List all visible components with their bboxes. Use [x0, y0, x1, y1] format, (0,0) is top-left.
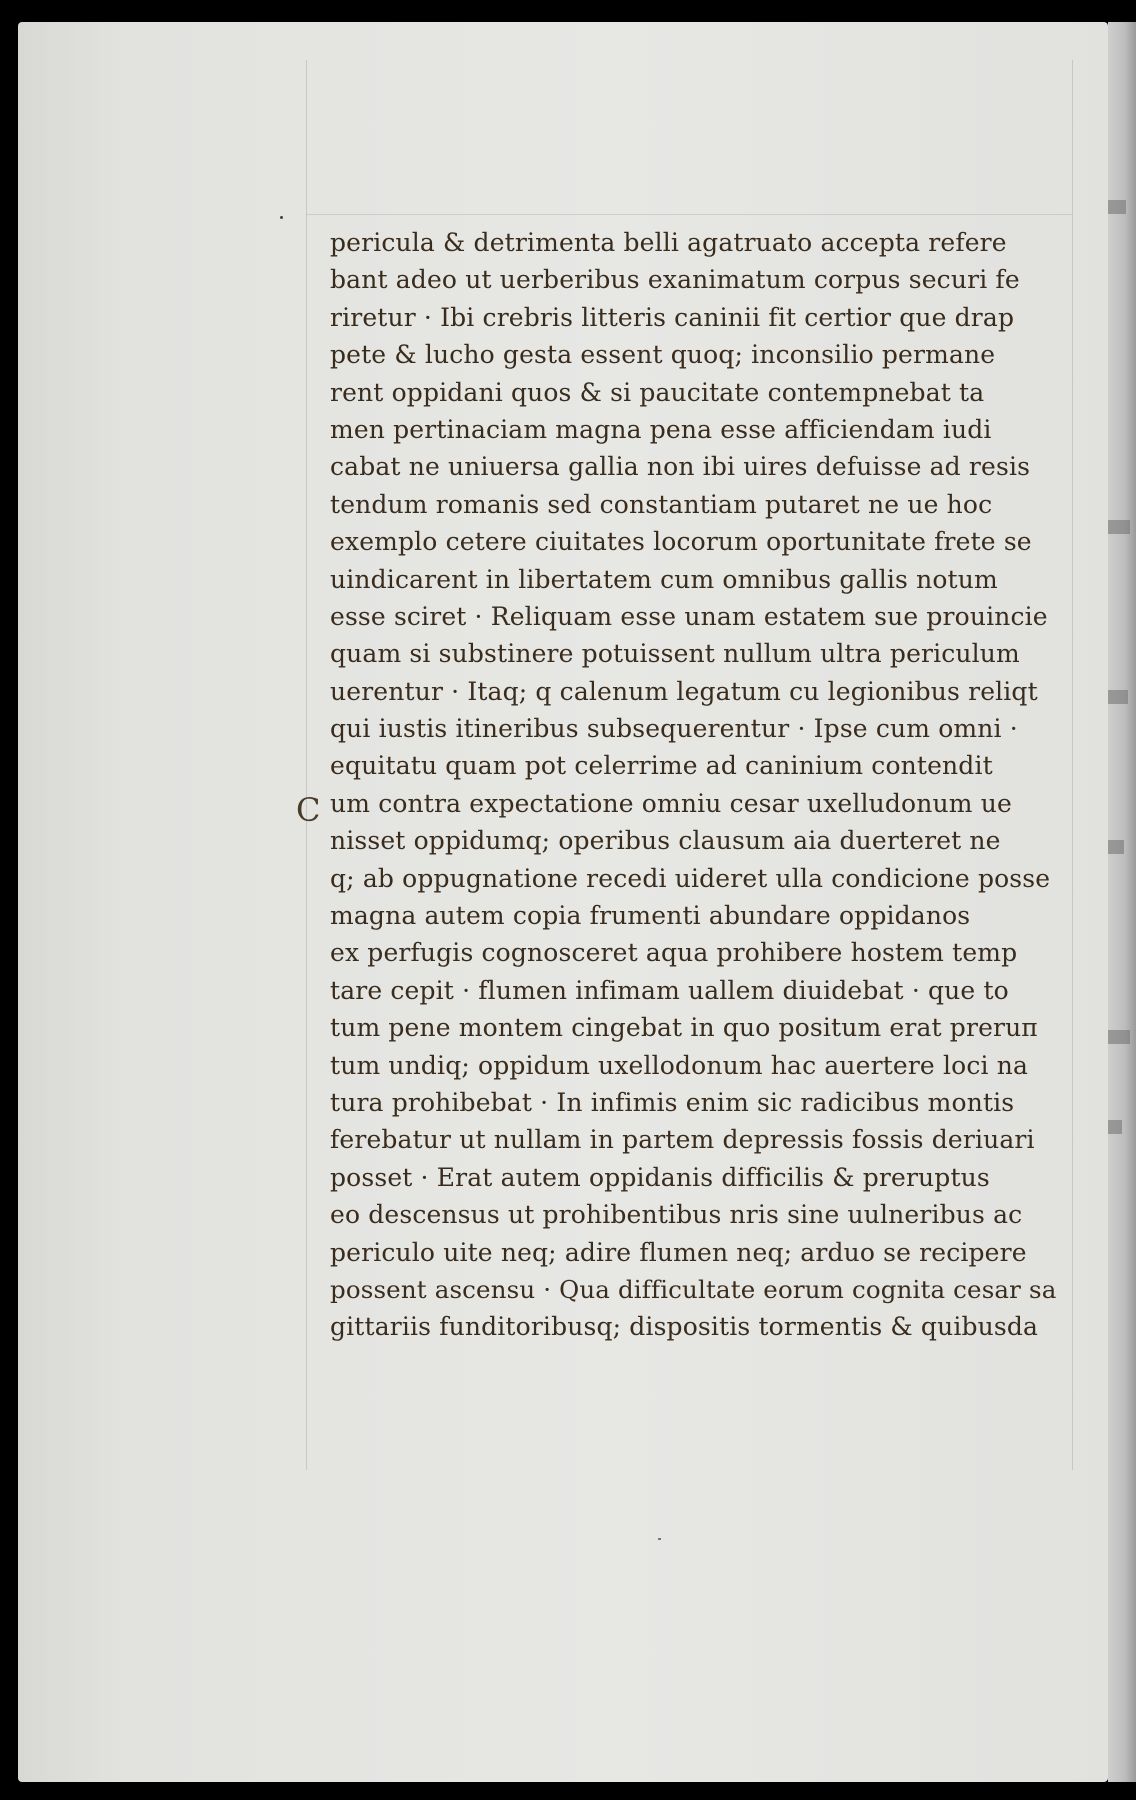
prick-mark: [280, 216, 283, 219]
adjacent-page-edge: [1108, 22, 1136, 1782]
adjacent-page-text-fragment: [1108, 520, 1130, 534]
text-line: tendum romanis sed constantiam putaret ne ue hoc: [330, 489, 993, 519]
text-line: q; ab oppugnatione recedi uideret ulla condicione posse: [330, 863, 1051, 893]
ink-speck: [658, 1538, 661, 1540]
text-line: riretur · Ibi crebris litteris caninii fit certior que drap: [330, 302, 1015, 332]
manuscript-text-block: [330, 224, 1070, 1346]
text-line: esse sciret · Reliquam esse unam estatem sue prouincie: [330, 601, 1048, 631]
text-line: posset · Erat autem oppidanis difficilis & preruptus: [330, 1162, 990, 1192]
adjacent-page-text-fragment: [1108, 1030, 1130, 1044]
text-line: possent ascensu · Qua difficultate eorum cognita cesar sa: [330, 1274, 1057, 1304]
ruling-line-left: [306, 60, 307, 1470]
adjacent-page-text-fragment: [1108, 690, 1128, 704]
text-line: gittariis funditoribusq; dispositis tormentis & quibusda: [330, 1312, 1039, 1342]
marginal-initial: C: [296, 791, 321, 829]
text-line: tare cepit · flumen infimam uallem diuidebat · que to: [330, 975, 1009, 1005]
text-line: pete & lucho gesta essent quoq; inconsilio permane: [330, 340, 996, 370]
text-line: uindicarent in libertatem cum omnibus gallis notum: [330, 564, 998, 594]
text-line: um contra expectatione omniu cesar uxelludonum ue: [330, 788, 1012, 818]
text-line: tum undiq; oppidum uxellodonum hac auertere loci na: [330, 1050, 1029, 1080]
adjacent-page-text-fragment: [1108, 840, 1124, 854]
text-line: equitatu quam pot celerrime ad caninium contendit: [330, 751, 993, 781]
text-line: uerentur · Itaq; q calenum legatum cu legionibus reliqt: [330, 676, 1038, 706]
text-line: magna autem copia frumenti abundare oppidanos: [330, 901, 971, 931]
text-line: men pertinaciam magna pena esse afficiendam iudi: [330, 414, 992, 444]
text-line: exemplo cetere ciuitates locorum oportunitate frete se: [330, 527, 1032, 557]
text-line: nisset oppidumq; operibus clausum aia duerteret ne: [330, 826, 1001, 856]
text-line: ex perfugis cognosceret aqua prohibere hostem temp: [330, 938, 1018, 968]
text-line: bant adeo ut uerberibus exanimatum corpus securi fe: [330, 265, 1020, 295]
adjacent-page-text-fragment: [1108, 200, 1126, 214]
text-line: pericula & detrimenta belli agatruato accepta refere: [330, 228, 1007, 257]
text-line: cabat ne uniuersa gallia non ibi uires defuisse ad resis: [330, 452, 1031, 482]
text-line: tum pene montem cingebat in quo positum erat preruп: [330, 1013, 1039, 1043]
ruling-line-top: [306, 214, 1072, 215]
text-line: quam si substinere potuissent nullum ultra periculum: [330, 639, 1020, 669]
adjacent-page-text-fragment: [1108, 1120, 1122, 1134]
text-line: ferebatur ut nullam in partem depressis fossis deriuari: [330, 1125, 1035, 1155]
text-line: eo descensus ut prohibentibus nris sine uulneribus ac: [330, 1200, 1023, 1230]
text-line: tura prohibebat · In infimis enim sic radicibus montis: [330, 1087, 1015, 1117]
text-line: periculo uite neq; adire flumen neq; arduo se recipere: [330, 1237, 1027, 1267]
ruling-line-right: [1072, 60, 1073, 1470]
text-line: rent oppidani quos & si paucitate contempnebat ta: [330, 377, 985, 407]
text-line: qui iustis itineribus subsequerentur · Ipse cum omni ·: [330, 714, 1018, 744]
